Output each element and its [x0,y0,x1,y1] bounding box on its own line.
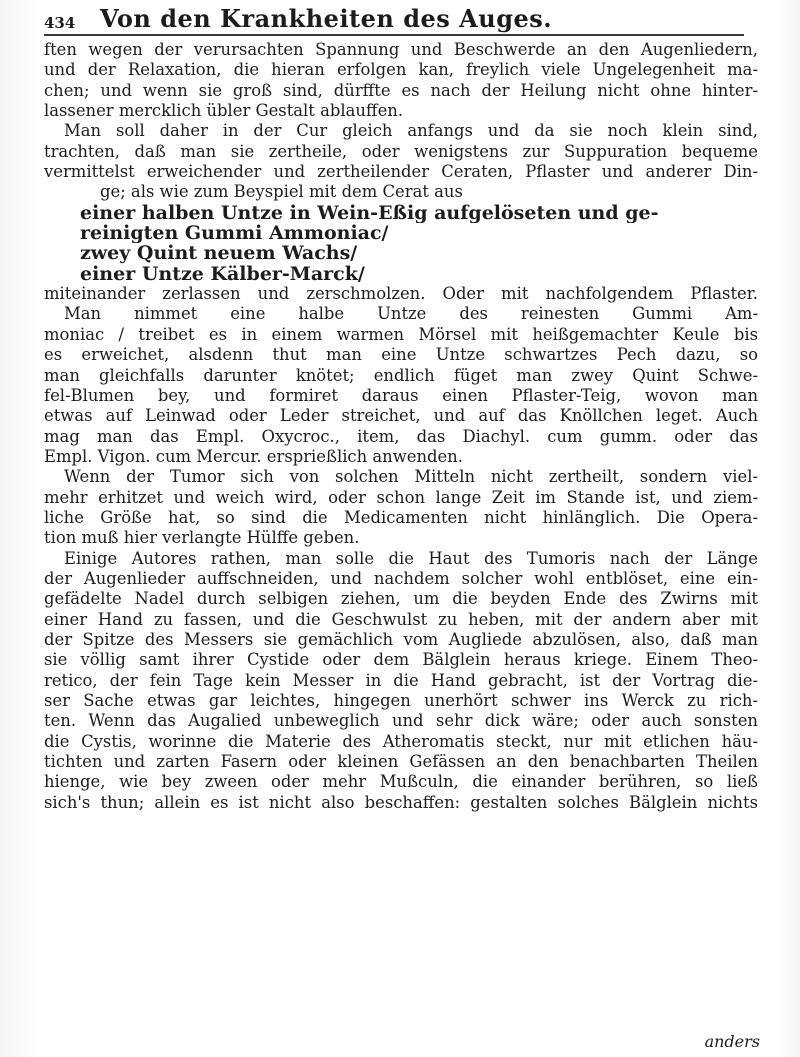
text-line: mag man das Empl. Oxycroc., item, das Diachyl. cum gumm. oder das [44,426,758,446]
text-line: man gleichfalls darunter knötet; endlich füget man zwey Quint Schwe- [44,365,758,385]
text-line: es erweichet, alsdenn thut man eine Untze schwartzes Pech dazu, so [44,345,758,365]
text-line: Einige Autores rathen, man solle die Haut des Tumoris nach der Länge [64,548,758,568]
running-head: Von den Krankheiten des Auges. [100,4,553,33]
recipe-line: einer Untze Kälber-Marck/ [80,263,365,285]
text-line: vermittelst erweichender und zertheilender Ceraten, Pflaster und anderer Din- [44,162,758,182]
text-line: ten. Wenn das Augalied unbeweglich und sehr dick wäre; oder auch sonsten [44,711,758,731]
text-line: sich's thun; allein es ist nicht also beschaffen: gestalten solches Bälglein nichts [44,792,758,812]
text-line: miteinander zerlassen und zerschmolzen. Oder mit nachfolgendem Pflaster. [44,284,758,304]
text-line: die Cystis, worinne die Materie des Atheromatis steckt, nur mit etlichen häu- [44,731,758,751]
recipe-line: einer halben Untze in Wein-Eßig aufgelöseten und ge- [80,202,659,224]
header-rule [44,34,744,36]
text-line: der Spitze des Messers sie gemächlich vom Augliede abzulösen, also, daß man [44,629,758,649]
text-line: sie völlig samt ihrer Cystide oder dem Bälglein heraus kriege. Einem Theo- [44,650,758,670]
recipe-line: reinigten Gummi Ammoniac/ [80,223,389,244]
text-line: gefädelte Nadel durch selbigen ziehen, um die beyden Ende des Zwirns mit [44,589,758,609]
text-line: trachten, daß man sie zertheile, oder wenigstens zur Suppuration bequeme [44,141,758,161]
text-line: fel-Blumen bey, und formiret daraus einen Pflaster-Teig, wovon man [44,385,758,405]
text-line: Man nimmet eine halbe Untze des reinesten Gummi Am- [64,304,758,324]
text-line: retico, der fein Tage kein Messer in die Hand gebracht, ist der Vortrag die- [44,670,758,690]
text-line: und der Relaxation, die hieran erfolgen kan, freylich viele Ungelegenheit ma- [44,60,758,80]
body-text [44,40,758,813]
text-line: Man soll daher in der Cur gleich anfangs und da sie noch klein sind, [64,121,758,141]
text-line: tion muß hier verlangte Hülffe geben. [44,528,360,548]
text-line: ge; als wie zum Beyspiel mit dem Cerat aus [100,182,463,202]
text-line: der Augenlieder auffschneiden, und nachdem solcher wohl entblöset, eine ein- [44,568,758,588]
recipe-line: zwey Quint neuem Wachs/ [80,243,358,264]
page-header [44,4,744,34]
text-line: Empl. Vigon. cum Mercur. ersprießlich anwenden. [44,446,463,466]
text-line: tichten und zarten Fasern oder kleinen Gefässen an den benachbarten Theilen [44,752,758,772]
text-line: mehr erhitzet und weich wird, oder schon lange Zeit im Stande ist, und ziem- [44,487,758,507]
text-line: chen; und wenn sie groß sind, dürffte es nach der Heilung nicht ohne hinter- [44,80,758,100]
text-line: etwas auf Leinwad oder Leder streichet, und auf das Knöllchen leget. Auch [44,406,758,426]
text-line: ser Sache etwas gar leichtes, hingegen unerhört schwer ins Werck zu rich- [44,691,758,710]
catchword: anders [704,1032,760,1051]
text-line: ften wegen der verursachten Spannung und Beschwerde an den Augenliedern, [44,40,758,59]
text-line: liche Größe hat, so sind die Medicamenten nicht hinlänglich. Die Opera- [44,507,758,527]
text-line: einer Hand zu fassen, und die Geschwulst zu heben, mit der andern aber mit [44,609,758,629]
text-line: lassener mercklich übler Gestalt ablauffen. [44,101,404,121]
text-line: moniac / treibet es in einem warmen Mörsel mit heißgemachter Keule bis [44,324,758,344]
text-line: hienge, wie bey zween oder mehr Mußculn, die einander berühren, so ließ [44,772,758,792]
text-line: Wenn der Tumor sich von solchen Mitteln nicht zertheilt, sondern viel- [64,467,758,487]
page-number: 434 [44,14,76,32]
